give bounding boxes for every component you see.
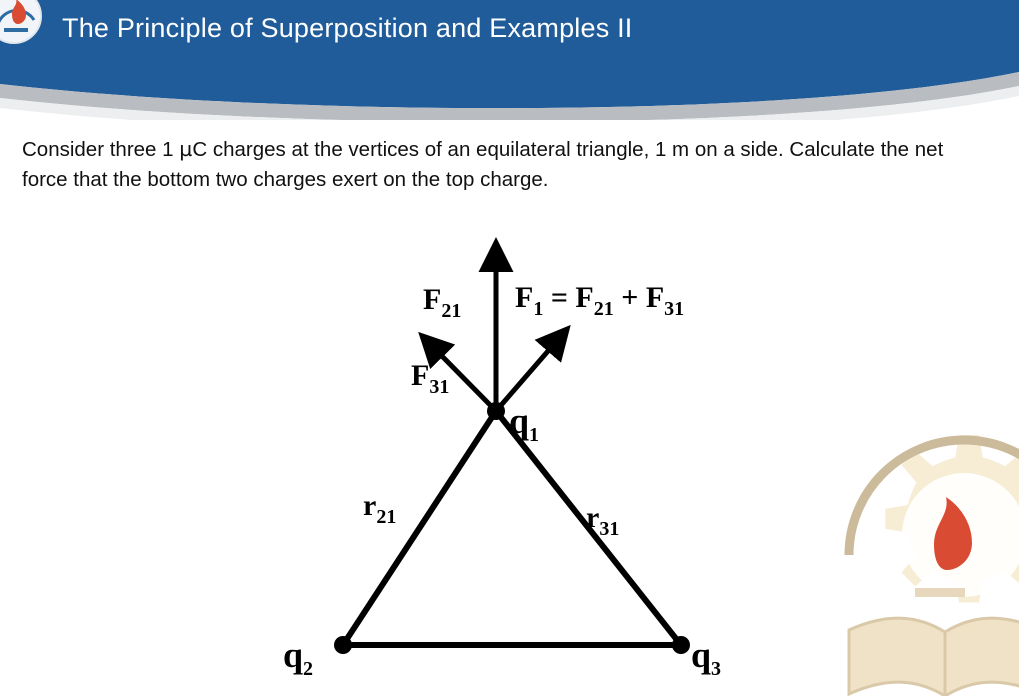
label-r21: $r_{21}$	[363, 489, 397, 528]
label-q2: $q_2$	[283, 635, 314, 680]
micro-symbol: µ	[179, 137, 193, 161]
figure-container	[283, 237, 746, 696]
body-paragraph	[22, 134, 972, 195]
superposition-diagram	[283, 237, 746, 696]
label-F21: $F_{21}$	[423, 283, 462, 322]
page-title: The Principle of Superposition and Examples II	[62, 13, 633, 43]
book-band	[915, 588, 965, 597]
charge-q3-dot	[672, 636, 690, 654]
label-q1: $q_1$	[509, 401, 540, 446]
paragraph-part-2: C charges at the vertices of an equilateral triangle, 1 m on a side. Calculate the net force that the bottom two charges exert on the top charge.	[22, 138, 944, 191]
watermark-emblem	[729, 380, 1019, 696]
book-icon	[849, 618, 1019, 696]
label-q3: $q_3$	[691, 635, 722, 680]
label-r31: $r_{31}$	[586, 501, 620, 540]
label-F1-equation: $F_1 = F_{21} + F_{31}$	[515, 281, 685, 320]
charge-q2-dot	[334, 636, 352, 654]
label-F31: $F_{31}$	[411, 359, 450, 398]
paragraph-part-1: Consider three 1	[22, 138, 180, 161]
